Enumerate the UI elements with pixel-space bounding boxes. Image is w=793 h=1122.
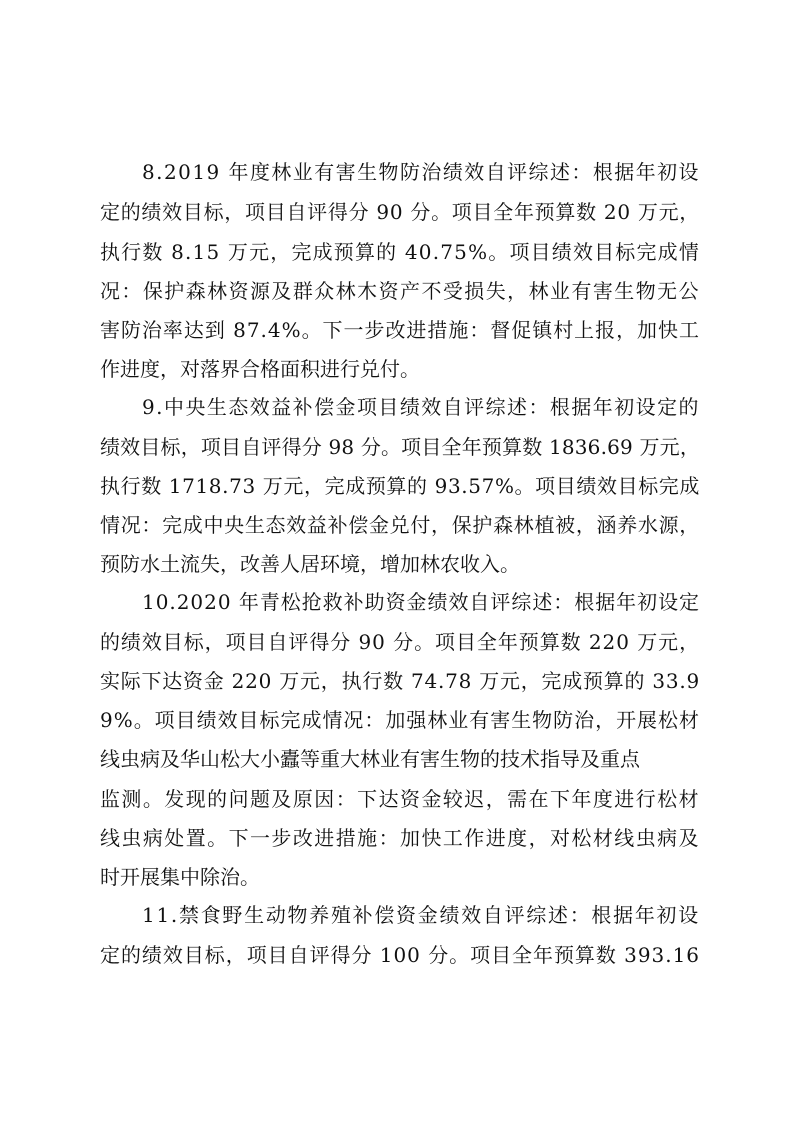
paragraph-8-line-3: 执行数 8.15 万元，完成预算的 40.75%。项目绩效目标完成情: [100, 240, 701, 264]
paragraph-9-line-3: 执行数 1718.73 万元，完成预算的 93.57%。项目绩效目标完成: [100, 474, 701, 498]
paragraph-10-line-4: 9%。项目绩效目标完成情况：加强林业有害生物防治，开展松材: [100, 708, 700, 732]
paragraph-11-line-2: 定的绩效目标，项目自评得分 100 分。项目全年预算数 393.16: [100, 943, 700, 967]
paragraph-10-line-8: 时开展集中除治。: [100, 865, 260, 889]
paragraph-10-line-5: 线虫病及华山松大小蠹等重大林业有害生物的技术指导及重点: [100, 747, 640, 771]
paragraph-8-line-6: 作进度，对落界合格面积进行兑付。: [100, 357, 420, 381]
paragraph-10-line-3: 实际下达资金 220 万元，执行数 74.78 万元，完成预算的 33.9: [100, 669, 701, 693]
paragraph-10-line-2: 的绩效目标，项目自评得分 90 分。项目全年预算数 220 万元，: [100, 630, 701, 654]
paragraph-10-line-6: 监测。发现的问题及原因：下达资金较迟，需在下年度进行松材: [100, 787, 701, 811]
paragraph-9-line-1: 9.中央生态效益补偿金项目绩效自评综述：根据年初设定的: [142, 395, 700, 419]
paragraph-8-line-1: 8.2019 年度林业有害生物防治绩效自评综述：根据年初设: [142, 160, 700, 184]
paragraph-8-line-4: 况：保护森林资源及群众林木资产不受损失，林业有害生物无公: [100, 279, 701, 303]
paragraph-10-line-1: 10.2020 年青松抢救补助资金绩效自评综述：根据年初设定: [142, 590, 701, 614]
paragraph-10-line-7: 线虫病处置。下一步改进措施：加快工作进度，对松材线虫病及: [100, 826, 701, 850]
paragraph-11-line-1: 11.禁食野生动物养殖补偿资金绩效自评综述：根据年初设: [142, 903, 700, 927]
paragraph-8-line-2: 定的绩效目标，项目自评得分 90 分。项目全年预算数 20 万元，: [100, 200, 701, 224]
paragraph-9-line-5: 预防水土流失，改善人居环境，增加林农收入。: [100, 552, 520, 576]
paragraph-8-line-5: 害防治率达到 87.4%。下一步改进措施：督促镇村上报，加快工: [100, 318, 700, 342]
paragraph-9-line-4: 情况：完成中央生态效益补偿金兑付，保护森林植被，涵养水源，: [100, 513, 700, 537]
paragraph-9-line-2: 绩效目标，项目自评得分 98 分。项目全年预算数 1836.69 万元，: [100, 435, 700, 459]
